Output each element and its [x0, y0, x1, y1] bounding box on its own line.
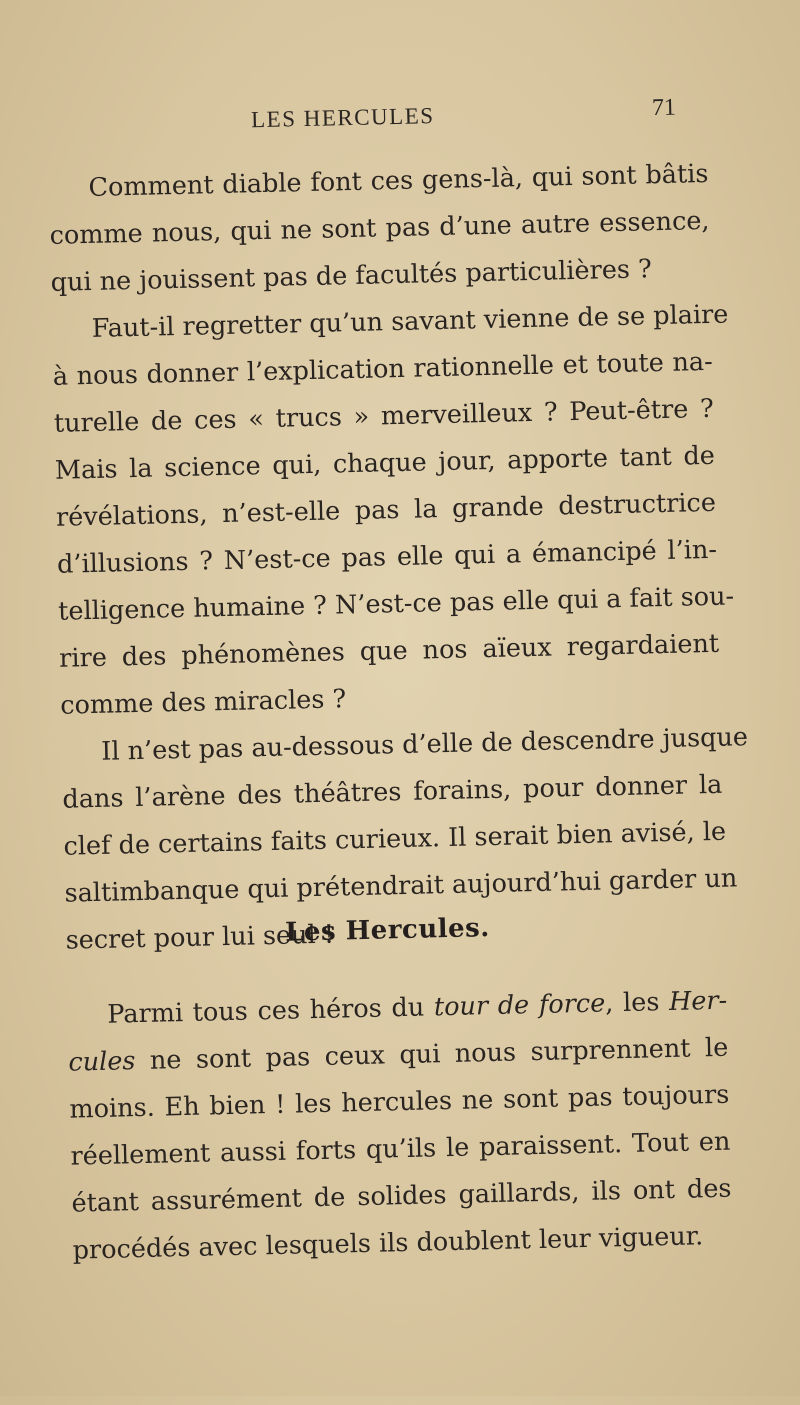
- text-line: turelle de ces « trucs » merveilleux ? Peut-être ?: [53, 393, 715, 439]
- text-line: réellement aussi forts qu’ils le paraissent. Tout en: [70, 1126, 731, 1172]
- paragraphs-before-heading: [48, 151, 749, 965]
- text-line: d’illusions ? N’est-ce pas elle qui a émancipé l’in-: [56, 534, 718, 580]
- text-line: révélations, n’est-elle pas la grande destructrice: [55, 487, 717, 533]
- running-title: LES HERCULES: [250, 103, 435, 133]
- text-line: comme des miracles ?: [59, 684, 347, 721]
- text-line: Comment diable font ces gens-là, qui sont bâtis: [88, 158, 709, 203]
- text-line: telligence humaine ? N’est-ce pas elle qui a fait sou-: [57, 581, 735, 627]
- section-heading: Les Hercules.: [284, 913, 491, 948]
- text-run: , les: [604, 987, 670, 1019]
- text-line: procédés avec lesquels ils doublent leur vigueur.: [72, 1221, 704, 1266]
- text-line: saltimbanque qui prétendrait aujourd’hui garder un: [64, 863, 738, 909]
- text-line: secret pour lui seul !: [65, 919, 335, 956]
- text-line: Il n’est pas au-dessous d’elle de descendre jusque: [101, 722, 749, 767]
- page-number: 71: [651, 94, 677, 122]
- paragraph-after-heading: [67, 978, 733, 1275]
- text-line: à nous donner l’explication rationnelle et toute na-: [52, 346, 714, 392]
- text-line: qui ne jouissent pas de facultés particulières ?: [50, 254, 653, 298]
- text-run: Parmi tous ces héros du: [106, 992, 435, 1030]
- text-run: ne sont pas ceux qui nous surprennent le: [135, 1032, 729, 1077]
- text-line: étant assurément de solides gaillards, ils ont des: [71, 1173, 732, 1219]
- text-line: rire des phénomènes que nos aïeux regardaient: [58, 628, 720, 674]
- text-line: Faut-il regretter qu’un savant vienne de se plaire: [91, 299, 729, 344]
- italic-run: tour de force: [433, 988, 606, 1023]
- italic-run: cules: [68, 1046, 136, 1078]
- text-line: comme nous, qui ne sont pas d’une autre essence,: [49, 205, 710, 251]
- text-line: Mais la science qui, chaque jour, apporte tant de: [54, 440, 716, 486]
- italic-run: Her-: [668, 985, 728, 1017]
- text-line: dans l’arène des théâtres forains, pour donner la: [62, 769, 723, 815]
- text-line: clef de certains faits curieux. Il serait bien avisé, le: [63, 816, 727, 862]
- text-line: moins. Eh bien ! les hercules ne sont pas toujours: [69, 1079, 730, 1125]
